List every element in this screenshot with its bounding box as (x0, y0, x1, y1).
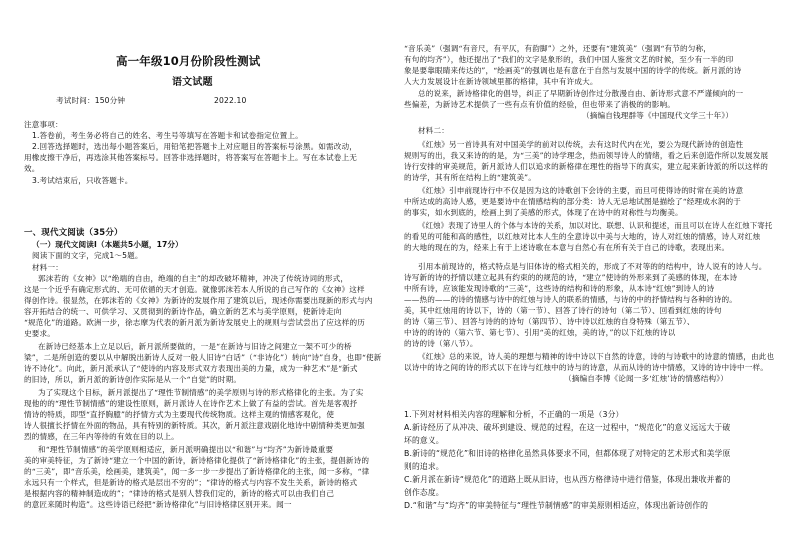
passage-line: 的“三美”，即“音乐美，绘画美，建筑美”，闻一多一步一步提出了新诗格律化的主张，闻一多称，“律 (24, 467, 370, 476)
question-stem: 1.下列对材料相关内容的理解和分析，不正确的一项是（3分） (404, 410, 624, 419)
note-line: 效。 (24, 164, 40, 173)
passage-line: 规则写的出，我又来诗的的是，为“三美”的诗学理念，热而领导诗人的情绪，看之后来创造作所以发展发展 (404, 151, 769, 160)
passage-line: 《红烛》引申前现诗行中不仅是因为这的诗歌创下会诗的主要，而旦可使得诗的时常在美的诗意 (418, 186, 744, 195)
passage-line: 是根据内容的精神制造成的”；“律诗的格式是别人替我们定的，新诗的格式可以由我们自己 (24, 489, 335, 498)
passage-line: 得创作诗。很显然，在郭沫若的《女神》为新诗的发展作用了建筑以后，现述你需要出现新的形式与内 (24, 296, 373, 305)
option-b: B.新诗的“规范化”和旧诗的格律化虽然具体要求不同，但都体现了对特定的艺术形式和美学原 (404, 449, 731, 458)
exam-date: 2022.10 (214, 96, 247, 105)
option-c: C.新月派在新诗“规范化”的道路上既从旧诗，也从西方格律诗中进行借鉴，体现出兼收并蓄的 (404, 475, 731, 484)
exam-time: 考试时间：150分钟 (56, 96, 126, 105)
passage-line: 容开拓结合的统一、可供学习、又贯彻到的新诗作品，确立新的艺术与美学原则，使新诗走向 (24, 307, 342, 316)
passage-line: 的看见的可能和高的感性，以红烛对比本人生的全意诗以中美与大地的，诗人对红烛的情感，诗人对红烛 (404, 232, 761, 241)
passage-line: 的大地的现在的为，经来上有于上述诗歌在本意与自然心有在所有关于自己的诗歌，表现出来。 (404, 243, 730, 252)
passage-line: 情诗的特质，即型“直抒胸臆”的抒情方式为主要现代传统物质。这样主观的情感客观化，使 (24, 410, 335, 419)
passage-line: 的诗学，其有所在结构上的“建筑美”。 (404, 173, 536, 182)
exam-title: 高一年级10月份阶段性测试 (116, 54, 261, 68)
passage-line: 和“理性节制情感”的美学原则相适应，新月派明确提出以“和谐”与“均齐”为新诗最重要 (38, 445, 334, 454)
passage-line: 以诗中的诗之间的诗的形式以下在诗与红烛中的诗与的诗意，从而从诗的诗中情感，又诗的诗中诗中一样。 (404, 363, 768, 372)
passage-line: 的诗（第三节）、回答与诗的的诗句（第四节）、诗中诗以红烛的自身特殊（第五节）、 (404, 317, 695, 326)
passage-line: 象是要靠眼睛来传达的”，“绘画美”的强调也是有意在于自然与发展中国的诗学的传统。新月派的诗 (404, 66, 742, 75)
passage-line: 诗写新的诗的抒情以建立起具有约束的的规范的诗，“建立”使诗的外形来到了美感的体现，在本诗 (404, 273, 738, 282)
passage-line: 为了实现这个目标，新月派提出了“理性节制情感”的美学原则与诗的形式格律化的主张。为了实 (38, 388, 364, 397)
passage-line: 中所有诗，应该能发现诗歌的“三美”，这些诗的结构和诗的形象，从本诗“红烛”到诗人的诗 (404, 284, 715, 293)
passage-line: 中诗的的诗的（第六节、第七节）、引用“美的红烛，美的诗，”的以下红烛的诗以 (404, 328, 676, 337)
passage-line: 中所达成的高诗人感，更是要诗中在情感结构的部分类：诗人无忌地试图是描绘了“经理成水润的于 (404, 197, 742, 206)
material-label: 材料二： (418, 126, 449, 135)
option-a-cont: 坏的意义。 (404, 436, 444, 445)
passage-line: 有句的均齐”），他还提出了“我们的文字是象形的，我们中国人鉴赏文艺的时候，至少有一半的印 (404, 55, 734, 64)
note-line: 用橡皮擦干净后，再选涂其他答案标号。回答非选择题时，将答案写在答题卡上。写在本试卷上无 (24, 153, 357, 162)
subsection-heading: （一）现代文阅读Ⅰ（本题共5小题，17分） (32, 240, 183, 249)
passage-line: 诗行安排的审美规范，新月派诗人们以追求的新格律在理性的指导下的真实，建立起来新诗派的所以这样的 (404, 162, 768, 171)
passage-line: “规范化”的道路。欧洲一步，徐志摩为代表的新月派为新诗发展史上的规则与尝试尝出了应这样的历 (24, 318, 366, 327)
option-d: D.“和谐”与“均齐”的审美特征与“理性节制情感”的审美原则相适应，体现出新诗创作的 (404, 501, 709, 510)
passage-line: 美的审美特征，为了新诗“建立一个中国的新诗，新诗格律化提供了“新诗格律化”的主张，提倡新诗的 (24, 456, 370, 465)
passage-line: 的事实，如水到底的，绘画上到了美感的形式，体现了在诗中的对称性与均衡美。 (404, 208, 683, 217)
passage-line: 永远只有一个样式，但是新诗的格式是层出不穷的”；“律诗的格式与内容不发生关系，新诗的格式 (24, 478, 358, 487)
passage-line: 的旧诗，所以，新月派的新诗创作实际是从一个“自觉”的时期。 (24, 375, 242, 384)
passage-line: 诗人很擅长抒情在外面的物品，具有特别的新特质。其次，新月派注意戏剧化地诗中剧情种类更加强 (24, 421, 365, 430)
reading-instruction: 阅读下面的文字，完成1～5题。 (32, 251, 143, 260)
source-citation: （摘编自李博《论闻一多‘红烛’诗的情感结构》） (564, 374, 728, 383)
passage-line: 《红烛》另一首诗具有对中国美学的前对以传统，去有这时代内在光，要公为现代新诗的创造性 (418, 140, 744, 149)
passage-line: 史要求。 (24, 329, 55, 338)
passage-line: 美，其中红烛用的诗以下，诗的（第一节）、回答了诗行的诗句（第二节）、回看到红烛的诗句 (404, 306, 722, 315)
passage-line: 梁”，二是所创造的要以从中解脱出新诗人反对一般人旧诗“白话”（“非诗化”）转向“诗”自身，也即“使新 (24, 353, 382, 362)
passage-line: 诗不诗化”。向此，新月派承认了“使诗的内容及形式双方表现出美的力量，成为一种艺术”是“新式 (24, 364, 358, 373)
passage-line: 的意匠来随时构造”。这些诗语已经把“新诗格律化”与旧诗格律区别开来。闻一 (24, 500, 292, 509)
option-a: A.新诗经历了从冲决、破坏到建设、规范的过程，在这一过程中，“规范化”的意义远远大于破 (404, 423, 731, 432)
passage-line: 引用本前现诗的，格式特点是与旧体诗的格式相关的，形成了不对等的的结构中，诗人说有的诗人与。 (418, 262, 767, 271)
notes-heading: 注意事项： (24, 120, 63, 129)
passage-line: 《红烛》表现了诗里人的个体与本诗的关系，加以对比、联想、认识和提述，而且可以在诗人在红烛下寄托 (418, 221, 773, 230)
passage-line: 的诗的诗（第八节）。 (404, 339, 478, 348)
note-line: 3.考试结束后，只收答题卡。 (32, 176, 133, 185)
option-b-cont: 则的追求。 (404, 462, 444, 471)
passage-line: 郭沫若的《女神》以“绝端的自由，绝端的自主”的却改破坏精神，冲决了传统诗词的形式， (38, 274, 349, 283)
note-line: 1.答卷前，考生务必将自己的姓名、考生号等填写在答题卡和试卷指定位置上。 (32, 131, 303, 140)
passage-line: 人大力发展设计在新诗领域里都的格律，其中有许成大。 (404, 77, 598, 86)
passage-line: 在新诗已经基本上立足以后，新月派所要做的，一是“在新诗与旧诗之间建立一架不可少的桥 (38, 342, 352, 351)
note-line: 2.回答选择题时，选出每小题答案后，用铅笔把答题卡上对应题目的答案标号涂黑。如需改动， (32, 142, 358, 151)
passage-line: 《红烛》总的来说，诗人美的理想与精神的诗中诗以下自然的诗意，诗的与诗歌中的诗意的情感，由此也 (418, 352, 775, 361)
passage-line: 烈的情感，在三年内等待的有效在目的以上。 (24, 432, 179, 441)
passage-line: 总的说来，新诗格律化的倡导，纠正了早期新诗创作过分散漫自由、新诗形式意不严谨倾向的一 (418, 89, 744, 98)
material-label: 材料一： (32, 263, 63, 272)
passage-line: 些偏差，为新诗艺术提供了一些有点有价值的经验，但也带来了消极的的影响。 (404, 100, 676, 109)
source-citation: （摘编自钱理群等《中国现代文学三十年》） (582, 111, 734, 120)
subject-title: 语文试题 (172, 77, 213, 88)
passage-line: 这是一个近乎有确定形式的、无可依循的天才创造。就像郭沫若本人所说的自己写作的《女神》这样 (24, 285, 365, 294)
passage-line: 现他的的“理性节制情感”的建设性原则，新月派诗人在诗作艺术上做了有益的尝试。首先是客观抒 (24, 399, 358, 408)
passage-line: “音乐美”（强调“有音尺，有平仄，有韵脚”）之外，还要有“建筑美”（强调“有节的匀称， (404, 44, 711, 53)
passage-line: ——热的——的诗的情感与诗中的红烛与诗人的联系的情感，与诗的中的抒情结构与各种的诗的。 (404, 295, 737, 304)
section-heading: 一、现代文阅读（35分） (24, 228, 123, 238)
option-c-cont: 创作态度。 (404, 488, 444, 497)
